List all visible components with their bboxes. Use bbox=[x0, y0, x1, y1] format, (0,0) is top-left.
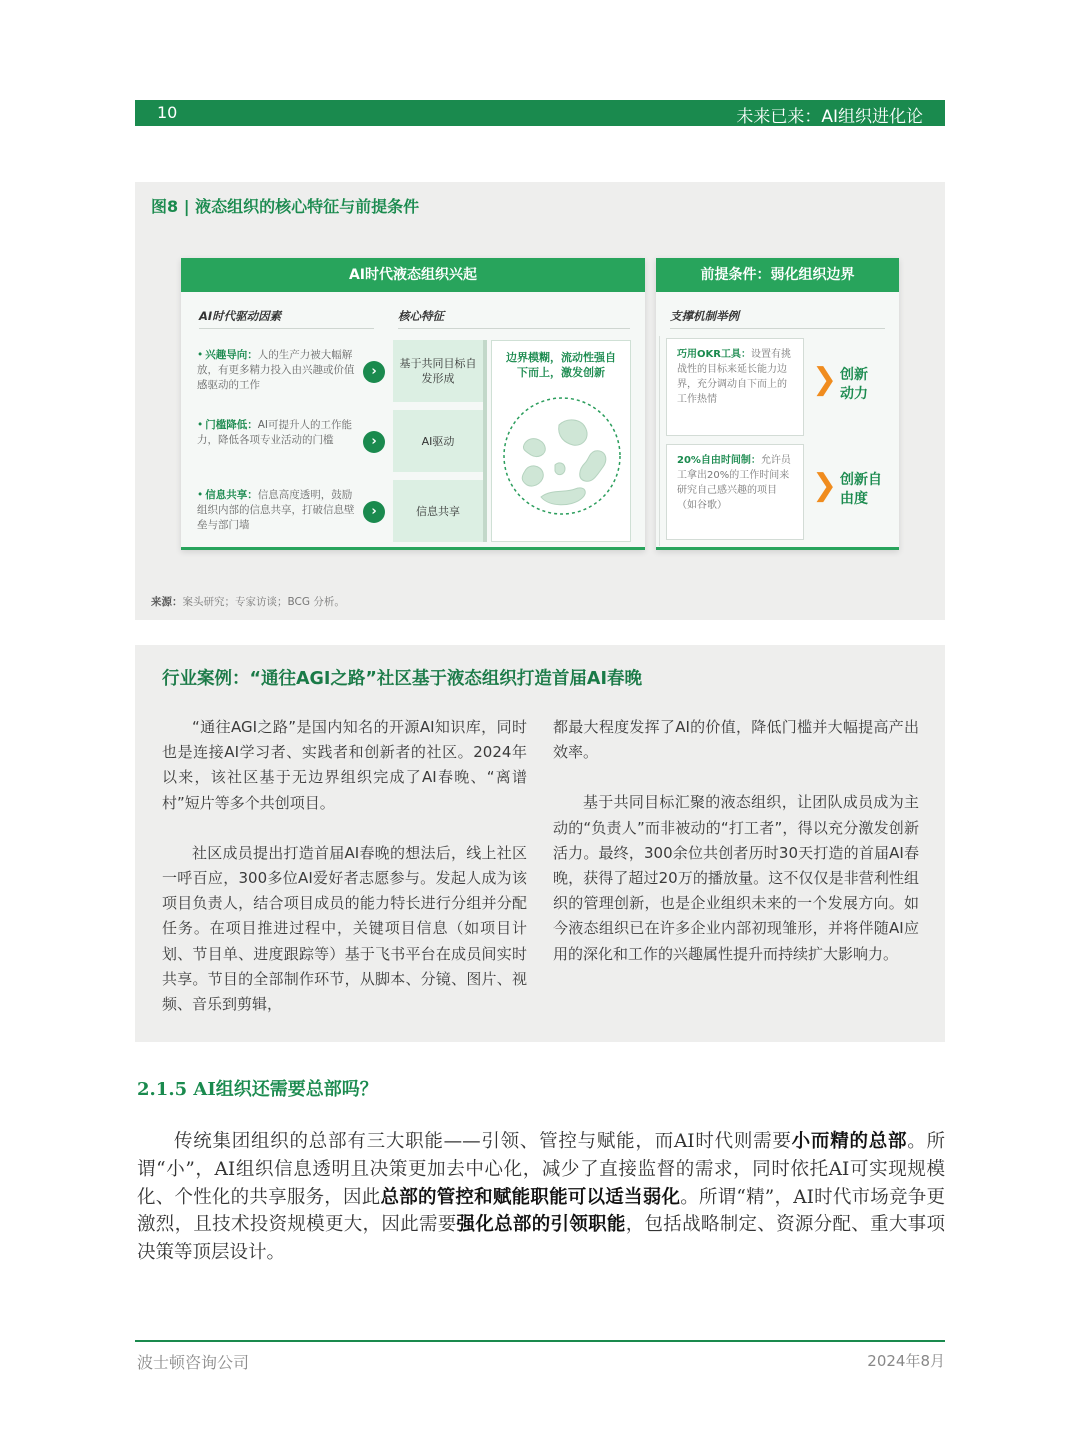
case-left-column bbox=[162, 715, 527, 1042]
features-heading: 核心特征 bbox=[398, 309, 444, 323]
footer-company: 波士顿咨询公司 bbox=[137, 1353, 250, 1372]
driver-item: • 兴趣导向：人的生产力被大幅解放，有更多精力投入由兴趣或价值感驱动的工作 bbox=[197, 349, 355, 391]
right-panel-heading: 前提条件：弱化组织边界 bbox=[656, 258, 899, 292]
support-divider bbox=[659, 336, 660, 546]
left-panel-heading: AI时代液态组织兴起 bbox=[181, 258, 645, 292]
support-heading: 支撑机制举例 bbox=[670, 309, 739, 323]
arrow-right-icon: › bbox=[363, 431, 385, 453]
case-paragraph: 基于共同目标汇聚的液态组织，让团队成员成为主动的“负责人”而非被动的“打工者”，得以充分激发创新活力。最终，300余位共创者历时30天打造的首届AI春晚，获得了超过20万的播放量。这不仅仅是非营利性组织的管理创新，也是企业组织未来的一个发展方向。如今液态组织已在许多企业内部初现雏形，并将伴随AI应用的深化和工作的兴趣属性提升而持续扩大影响力。 bbox=[553, 793, 919, 963]
case-paragraph: “通往AGI之路”是国内知名的开源AI知识库，同时也是连接AI学习者、实践者和创新者的社区。2024年以来，该社区基于无边界组织完成了AI春晚、“离谱村”短片等多个共创项目。 bbox=[162, 718, 527, 812]
support-item: 20%自由时间制：允许员工拿出20%的工作时间来研究自己感兴趣的项目（如谷歌） bbox=[666, 444, 804, 540]
figure-title: 图8 | 液态组织的核心特征与前提条件 bbox=[151, 197, 420, 216]
feature-box: 信息共享 bbox=[393, 480, 483, 542]
page-number: 10 bbox=[157, 103, 178, 122]
feature-box: 基于共同目标自发形成 bbox=[393, 340, 483, 402]
drivers-heading-line bbox=[199, 328, 374, 329]
arrow-right-icon: › bbox=[363, 501, 385, 523]
figure-source: 来源：案头研究；专家访谈；BCG 分析。 bbox=[151, 596, 345, 608]
footer-divider bbox=[135, 1340, 945, 1342]
boundary-text: 边界模糊，流动性强自下而上，激发创新 bbox=[506, 351, 616, 379]
driver-item: • 信息共享：信息高度透明，鼓励组织内部的信息共享，打破信息壁垒与部门墙 bbox=[197, 489, 355, 531]
case-study-box bbox=[135, 645, 945, 1042]
chevron-right-icon: ❯ bbox=[812, 468, 838, 503]
right-panel bbox=[656, 258, 899, 550]
support-result: 创新自由度 bbox=[840, 472, 882, 507]
driver-item: • 门槛降低：AI可提升人的工作能力，降低各项专业活动的门槛 bbox=[197, 419, 352, 446]
footer-date: 2024年8月 bbox=[867, 1352, 945, 1370]
running-title: 未来已来：AI组织进化论 bbox=[736, 107, 923, 127]
liquid-shapes-icon bbox=[499, 393, 625, 519]
panel-bottom-bar bbox=[181, 547, 645, 550]
features-heading-line bbox=[398, 328, 630, 329]
case-right-column bbox=[553, 715, 919, 992]
chevron-right-icon: ❯ bbox=[812, 362, 838, 397]
figure-8 bbox=[135, 182, 945, 620]
case-title: 行业案例：“通往AGI之路”社区基于液态组织打造首届AI春晚 bbox=[162, 669, 642, 689]
panel-bottom-bar bbox=[656, 547, 899, 550]
feature-box: AI驱动 bbox=[393, 410, 483, 472]
support-heading-line bbox=[670, 328, 885, 329]
case-paragraph: 社区成员提出打造首届AI春晚的想法后，线上社区一呼百应，300多位AI爱好者志愿参与。发起人成为该项目负责人，结合项目成员的能力特长进行分组并分配任务。在项目推进过程中，关键项目信息（如项目计划、节目单、进度跟踪等）基于飞书平台在成员间实时共享。节目的全部制作环节，从脚本、分镜、图片、视频、音乐到剪辑， bbox=[162, 843, 527, 1014]
body-paragraph: 传统集团组织的总部有三大职能——引领、管控与赋能，而AI时代则需要小而精的总部。所谓“小”，AI组织信息透明且决策更加去中心化，减少了直接监督的需求，同时依托AI可实现规模化、个性化的共享服务，因此总部的管控和赋能职能可以适当弱化。所谓“精”，AI时代市场竞争更激烈，且技术投资规模更大，因此需要强化总部的引领职能，包括战略制定、资源分配、重大事项决策等顶层设计。 bbox=[137, 1131, 945, 1264]
section-title: 2.1.5 AI组织还需要总部吗？ bbox=[137, 1079, 378, 1100]
case-paragraph: 都最大程度发挥了AI的价值，降低门槛并大幅提高产出效率。 bbox=[553, 718, 919, 762]
drivers-heading: AI时代驱动因素 bbox=[199, 309, 282, 323]
left-panel bbox=[181, 258, 645, 550]
support-result: 创新动力 bbox=[840, 367, 868, 402]
support-item: 巧用OKR工具：设置有挑战性的目标来延长能力边界，充分调动自下而上的工作热情 bbox=[666, 338, 804, 436]
header-bar bbox=[135, 100, 945, 126]
feature-connector bbox=[483, 340, 487, 542]
arrow-right-icon: › bbox=[363, 361, 385, 383]
